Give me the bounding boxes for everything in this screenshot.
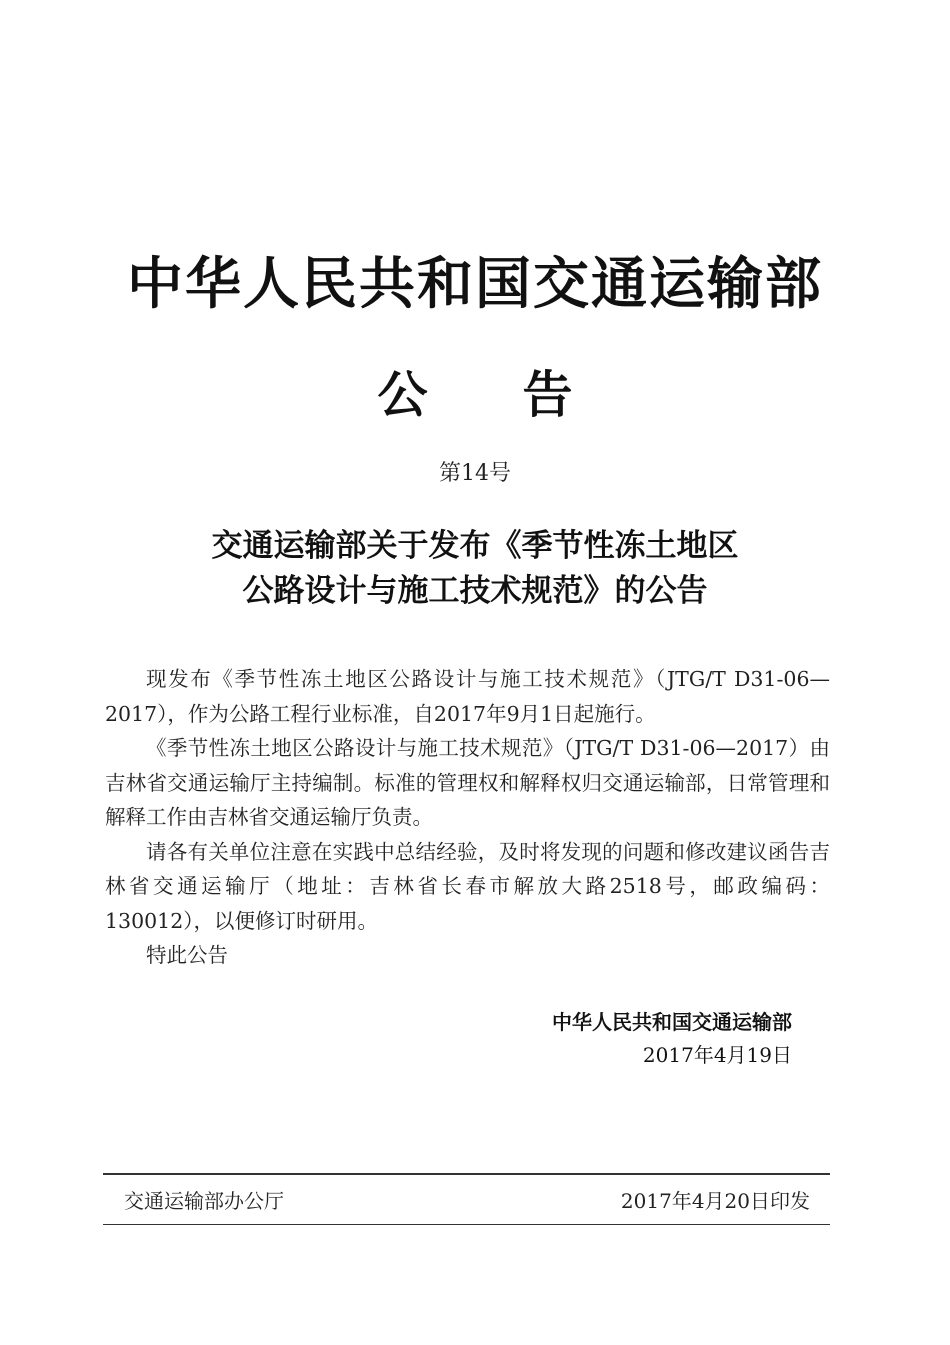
body-paragraph-3: 请各有关单位注意在实践中总结经验，及时将发现的问题和修改建议函告吉林省交通运输厅（地址：吉林省长春市解放大路2518号，邮政编码：130012），以便修订时研用。 bbox=[105, 839, 830, 933]
notice-heading-char-2: 告 bbox=[522, 365, 573, 424]
footer-divider-bottom bbox=[103, 1224, 830, 1225]
notice-body bbox=[105, 662, 830, 973]
body-paragraph-closing: 特此公告 bbox=[146, 943, 228, 967]
document-title-line-1: 交通运输部关于发布《季节性冻土地区 bbox=[211, 528, 739, 564]
notice-heading bbox=[0, 355, 950, 427]
ministry-title: 中华人民共和国交通运输部 bbox=[127, 251, 823, 317]
footer-divider-top bbox=[103, 1173, 830, 1175]
document-title bbox=[0, 524, 950, 614]
footer-issuer: 交通运输部办公厅 bbox=[124, 1189, 284, 1213]
signature-date: 2017年4月19日 bbox=[642, 1043, 792, 1067]
signature-block bbox=[552, 1006, 792, 1072]
document-title-line-2: 公路设计与施工技术规范》的公告 bbox=[242, 573, 708, 609]
notice-number: 第14号 bbox=[439, 461, 511, 486]
footer-print-date: 2017年4月20日印发 bbox=[620, 1189, 810, 1213]
body-paragraph-1: 现发布《季节性冻土地区公路设计与施工技术规范》（JTG/T D31-06—2017），作为公路工程行业标准，自2017年9月1日起施行。 bbox=[105, 667, 830, 726]
notice-heading-char-1: 公 bbox=[377, 365, 428, 424]
signature-organization: 中华人民共和国交通运输部 bbox=[552, 1010, 792, 1034]
body-paragraph-2: 《季节性冻土地区公路设计与施工技术规范》（JTG/T D31-06—2017）由吉林省交通运输厅主持编制。标准的管理权和解释权归交通运输部，日常管理和解释工作由吉林省交通运输厅负责。 bbox=[105, 736, 830, 829]
